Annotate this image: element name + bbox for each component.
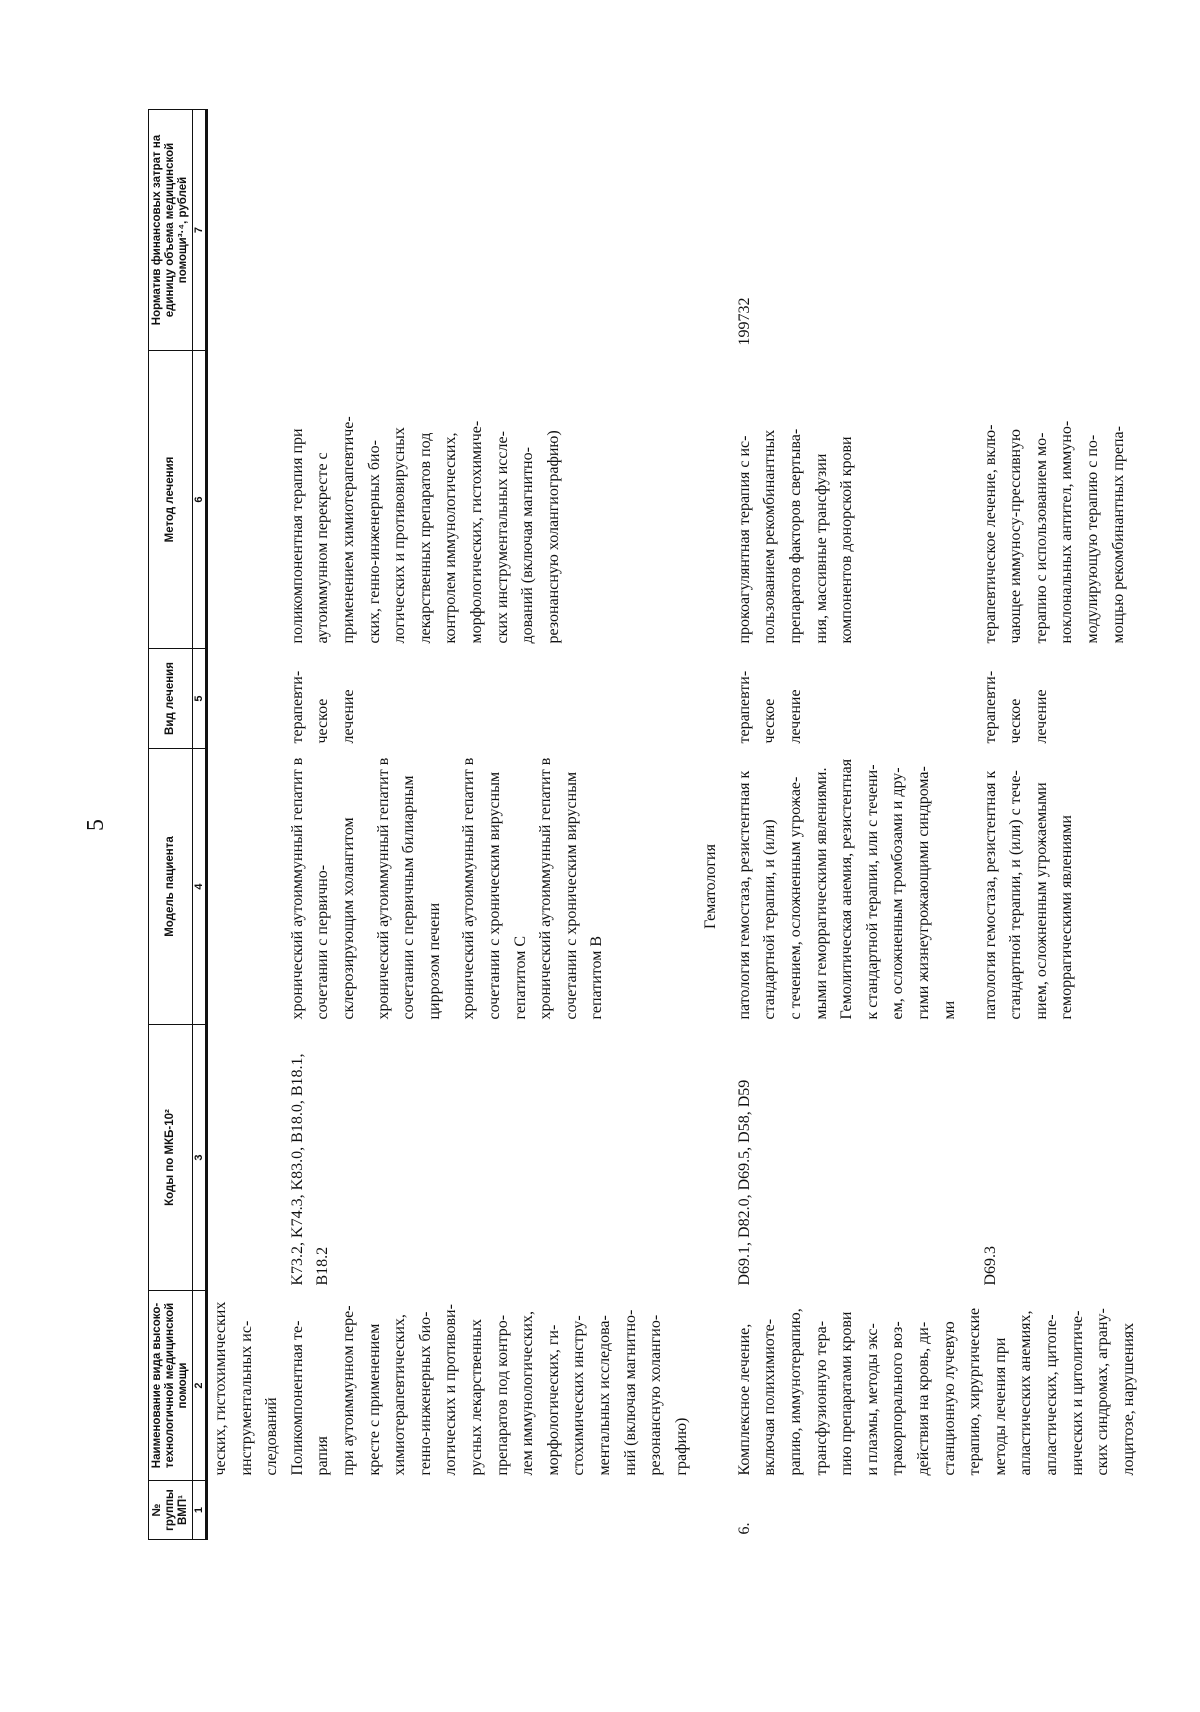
group-number: 6. xyxy=(735,1522,753,1535)
text-line: сочетании с хроническим вирусным xyxy=(562,771,580,1020)
cell-treatment-type xyxy=(978,649,1142,749)
text-line: геморрагическими явлениями xyxy=(1058,815,1076,1020)
text-line: с течением, осложненным угрожае- xyxy=(787,776,805,1020)
text-line: резонансную холангио- xyxy=(647,1314,665,1476)
cell-patient-model xyxy=(732,749,978,1025)
text-line: трансфузионную тера- xyxy=(812,1320,830,1476)
text-line: сочетании с первично- xyxy=(314,864,332,1020)
text-line: и плазмы, методы экс- xyxy=(863,1323,881,1476)
text-line: ноклональных антител, иммуно- xyxy=(1058,420,1076,644)
text-line: аутоиммунном перекресте с xyxy=(314,452,332,644)
column-number: 3 xyxy=(193,1025,207,1291)
rotated-page xyxy=(148,110,1137,1540)
text-line: D69.1, D82.0, D69.5, D58, D59 xyxy=(735,1079,753,1286)
text-line: компонентов донорской крови xyxy=(838,436,856,644)
text-line: применением химиотерапевтиче- xyxy=(339,416,357,644)
text-line: логических и противови- xyxy=(442,1304,460,1476)
text-line: хронический аутоиммунный гепатит в xyxy=(537,757,555,1020)
text-line: циррозом печени xyxy=(425,902,443,1020)
text-line: ских инструментальных иссле- xyxy=(493,431,511,644)
text-line: ния, массивные трансфузии xyxy=(812,453,830,644)
text-line: D69.3 xyxy=(981,1245,999,1286)
text-line: сочетании с хроническим вирусным xyxy=(485,771,503,1020)
text-line: апластических анемиях, xyxy=(1017,1310,1035,1476)
text-line: пользованием рекомбинантных xyxy=(761,429,779,644)
text-line: терапевти- xyxy=(288,670,306,744)
text-line: хронический аутоиммунный гепатит в xyxy=(374,757,392,1020)
text-line: сочетании с первичным билиарным xyxy=(400,775,418,1020)
cell-vmp-name xyxy=(732,1291,1142,1481)
text-line: стандартной терапии, и (или) xyxy=(761,819,779,1020)
text-line: мощью рекомбинантных препа- xyxy=(1109,426,1127,644)
text-line: рапия xyxy=(314,1436,332,1476)
cell-empty xyxy=(285,110,695,351)
text-line: пию препаратами крови xyxy=(838,1311,856,1476)
text-line: терапевти- xyxy=(735,670,753,744)
text-line: к стандартной терапии, или с течени- xyxy=(863,764,881,1020)
text-line: лоцитозе, нарушениях xyxy=(1119,1322,1137,1476)
header-group-number: № группы ВМП¹ xyxy=(149,1481,193,1540)
table-row-autoimmune-overlap xyxy=(285,110,695,1540)
text-line: терапевти- xyxy=(981,670,999,744)
text-line: патология гемостаза, резистентная к xyxy=(981,770,999,1020)
text-line: терапию с использованием мо- xyxy=(1032,432,1050,644)
text-line: рапию, иммунотерапию, xyxy=(787,1308,805,1476)
text-line: контролем иммунологических, xyxy=(442,432,460,644)
text-line: включая полихимиоте- xyxy=(761,1318,779,1476)
text-line: дований (включая магнитно- xyxy=(519,447,537,644)
text-line: лечение xyxy=(339,689,357,744)
column-number: 1 xyxy=(193,1481,207,1540)
continuation-text xyxy=(207,1291,285,1481)
column-number: 5 xyxy=(193,649,207,749)
cell-treatment-method xyxy=(732,351,978,649)
text-line: ских синдромах, аграну- xyxy=(1094,1308,1112,1476)
table-header-row xyxy=(149,110,193,1540)
text-line: станционную лучевую xyxy=(940,1321,958,1476)
text-line: логических и противовирусных xyxy=(391,427,409,644)
column-number-row xyxy=(193,110,207,1540)
text-line: Комплексное лечение, xyxy=(735,1323,753,1476)
table-row-continuation xyxy=(207,110,285,1540)
text-line: препаратов факторов свертыва- xyxy=(787,428,805,644)
text-line: при аутоиммунном пере- xyxy=(339,1305,357,1476)
header-treatment-method: Метод лечения xyxy=(149,351,193,649)
section-row xyxy=(694,110,732,1540)
text-line: ческих, гистохимических xyxy=(212,1301,229,1476)
cell-empty xyxy=(285,1481,695,1540)
text-line: генно-инженерных био- xyxy=(416,1311,434,1476)
cell-icd-codes xyxy=(978,1025,1142,1291)
text-line: ми xyxy=(940,1000,958,1020)
text-line: методы лечения при xyxy=(991,1337,1009,1476)
cost-norm-value: 199732 xyxy=(735,297,753,346)
text-line: Гемолитическая анемия, резистентная xyxy=(838,758,856,1020)
text-line: стандартной терапии, и (или) с тече- xyxy=(1007,770,1025,1020)
text-line: нических и цитолитиче- xyxy=(1068,1310,1086,1476)
cell-empty xyxy=(207,1481,285,1540)
cell-treatment-type xyxy=(732,649,978,749)
header-icd-codes: Коды по МКБ-10² xyxy=(149,1025,193,1291)
cell-cost-norm xyxy=(732,110,978,351)
text-line: нием, осложненным угрожаемыми xyxy=(1032,782,1050,1020)
text-line: тракорпорального воз- xyxy=(889,1321,907,1476)
text-line: поликомпонентная терапия при xyxy=(288,428,306,644)
text-line: действия на кровь, ди- xyxy=(915,1321,933,1476)
text-line: лечение xyxy=(1032,689,1050,744)
text-line: стохимических инстру- xyxy=(570,1315,588,1476)
text-line: ческое xyxy=(314,698,332,744)
text-line: ем, осложненным тромбозами и дру- xyxy=(889,767,907,1020)
text-line: терапию, хирургические xyxy=(966,1307,984,1476)
text-line: терапевтическое лечение, вклю- xyxy=(981,424,999,644)
text-line: химиотерапевтических, xyxy=(391,1314,409,1476)
column-number: 7 xyxy=(193,110,207,351)
table-row-6 xyxy=(732,110,978,1540)
text-line: патология гемостаза, резистентная к xyxy=(735,770,753,1020)
text-line: резонансную холангиографию) xyxy=(544,430,562,644)
text-line: ний (включая магнитно- xyxy=(621,1309,639,1476)
text-line: прокоагулянтная терапия с ис- xyxy=(735,435,753,644)
cell-patient-model xyxy=(978,749,1142,1025)
cell-treatment-method xyxy=(978,351,1142,649)
text-line: препаратов под контро- xyxy=(493,1314,511,1476)
cell-empty xyxy=(978,110,1142,351)
header-cost-norm: Норматив финансовых затрат на единицу объема медицинской помощи³·⁴, рублей xyxy=(149,110,193,351)
text-line: B18.2 xyxy=(314,1246,332,1286)
text-line: ментальных исследова- xyxy=(595,1315,613,1476)
column-number: 2 xyxy=(193,1291,207,1481)
column-number: 4 xyxy=(193,749,207,1025)
text-line: чающее иммуносу-прессивную xyxy=(1007,428,1025,644)
text-line: гими жизнеугрожающими синдрома- xyxy=(915,766,933,1020)
text-line: апластических, цитопе- xyxy=(1043,1314,1060,1476)
text-line: морфологических, гистохимиче- xyxy=(467,420,485,644)
cell-treatment-method xyxy=(285,351,695,649)
cell-patient-model xyxy=(285,749,695,1025)
text-line: ческое xyxy=(761,698,779,744)
cell-treatment-type xyxy=(285,649,695,749)
text-line: гепатитом С xyxy=(511,935,529,1020)
text-line: мыми геморрагическими явлениями. xyxy=(812,767,830,1020)
text-line: хронический аутоиммунный гепатит в xyxy=(460,757,478,1020)
text-line: следований xyxy=(263,1397,281,1476)
header-treatment-type: Вид лечения xyxy=(149,649,193,749)
header-patient-model: Модель пациента xyxy=(149,749,193,1025)
text-line: склерозирующим холангитом xyxy=(339,817,357,1020)
page-number: 5 xyxy=(83,819,109,831)
text-line: кресте с применением xyxy=(365,1323,383,1476)
text-line: хронический аутоиммунный гепатит в xyxy=(288,757,306,1020)
column-number: 6 xyxy=(193,351,207,649)
text-line: K73.2, K74.3, K83.0, B18.0, B18.1, xyxy=(288,1053,306,1286)
text-line: Поликомпонентная те- xyxy=(288,1320,306,1476)
text-line: лем иммунологических, xyxy=(519,1311,537,1476)
cell-empty xyxy=(978,1481,1142,1540)
text-line: ческое xyxy=(1007,698,1025,744)
text-line: графию) xyxy=(672,1417,690,1476)
text-line: модулирующую терапию с по- xyxy=(1083,434,1101,644)
cell-vmp-name xyxy=(285,1291,695,1481)
cell-icd-codes xyxy=(285,1025,695,1291)
vmp-table xyxy=(148,109,1141,1540)
text-line: ских, генно-инженерных био- xyxy=(365,440,383,644)
header-vmp-name: Наименование вида высоко-технологичной медицинской помощи xyxy=(149,1291,193,1481)
text-line: лекарственных препаратов под xyxy=(416,432,434,644)
text-line: морфологических, ги- xyxy=(544,1324,562,1476)
text-line: инструментальных ис- xyxy=(237,1320,255,1476)
section-title: Гематология xyxy=(702,844,720,929)
cell-icd-codes xyxy=(732,1025,978,1291)
text-line: русных лекарственных xyxy=(467,1319,485,1476)
text-line: гепатитом В xyxy=(588,935,606,1020)
text-line: лечение xyxy=(787,689,805,744)
